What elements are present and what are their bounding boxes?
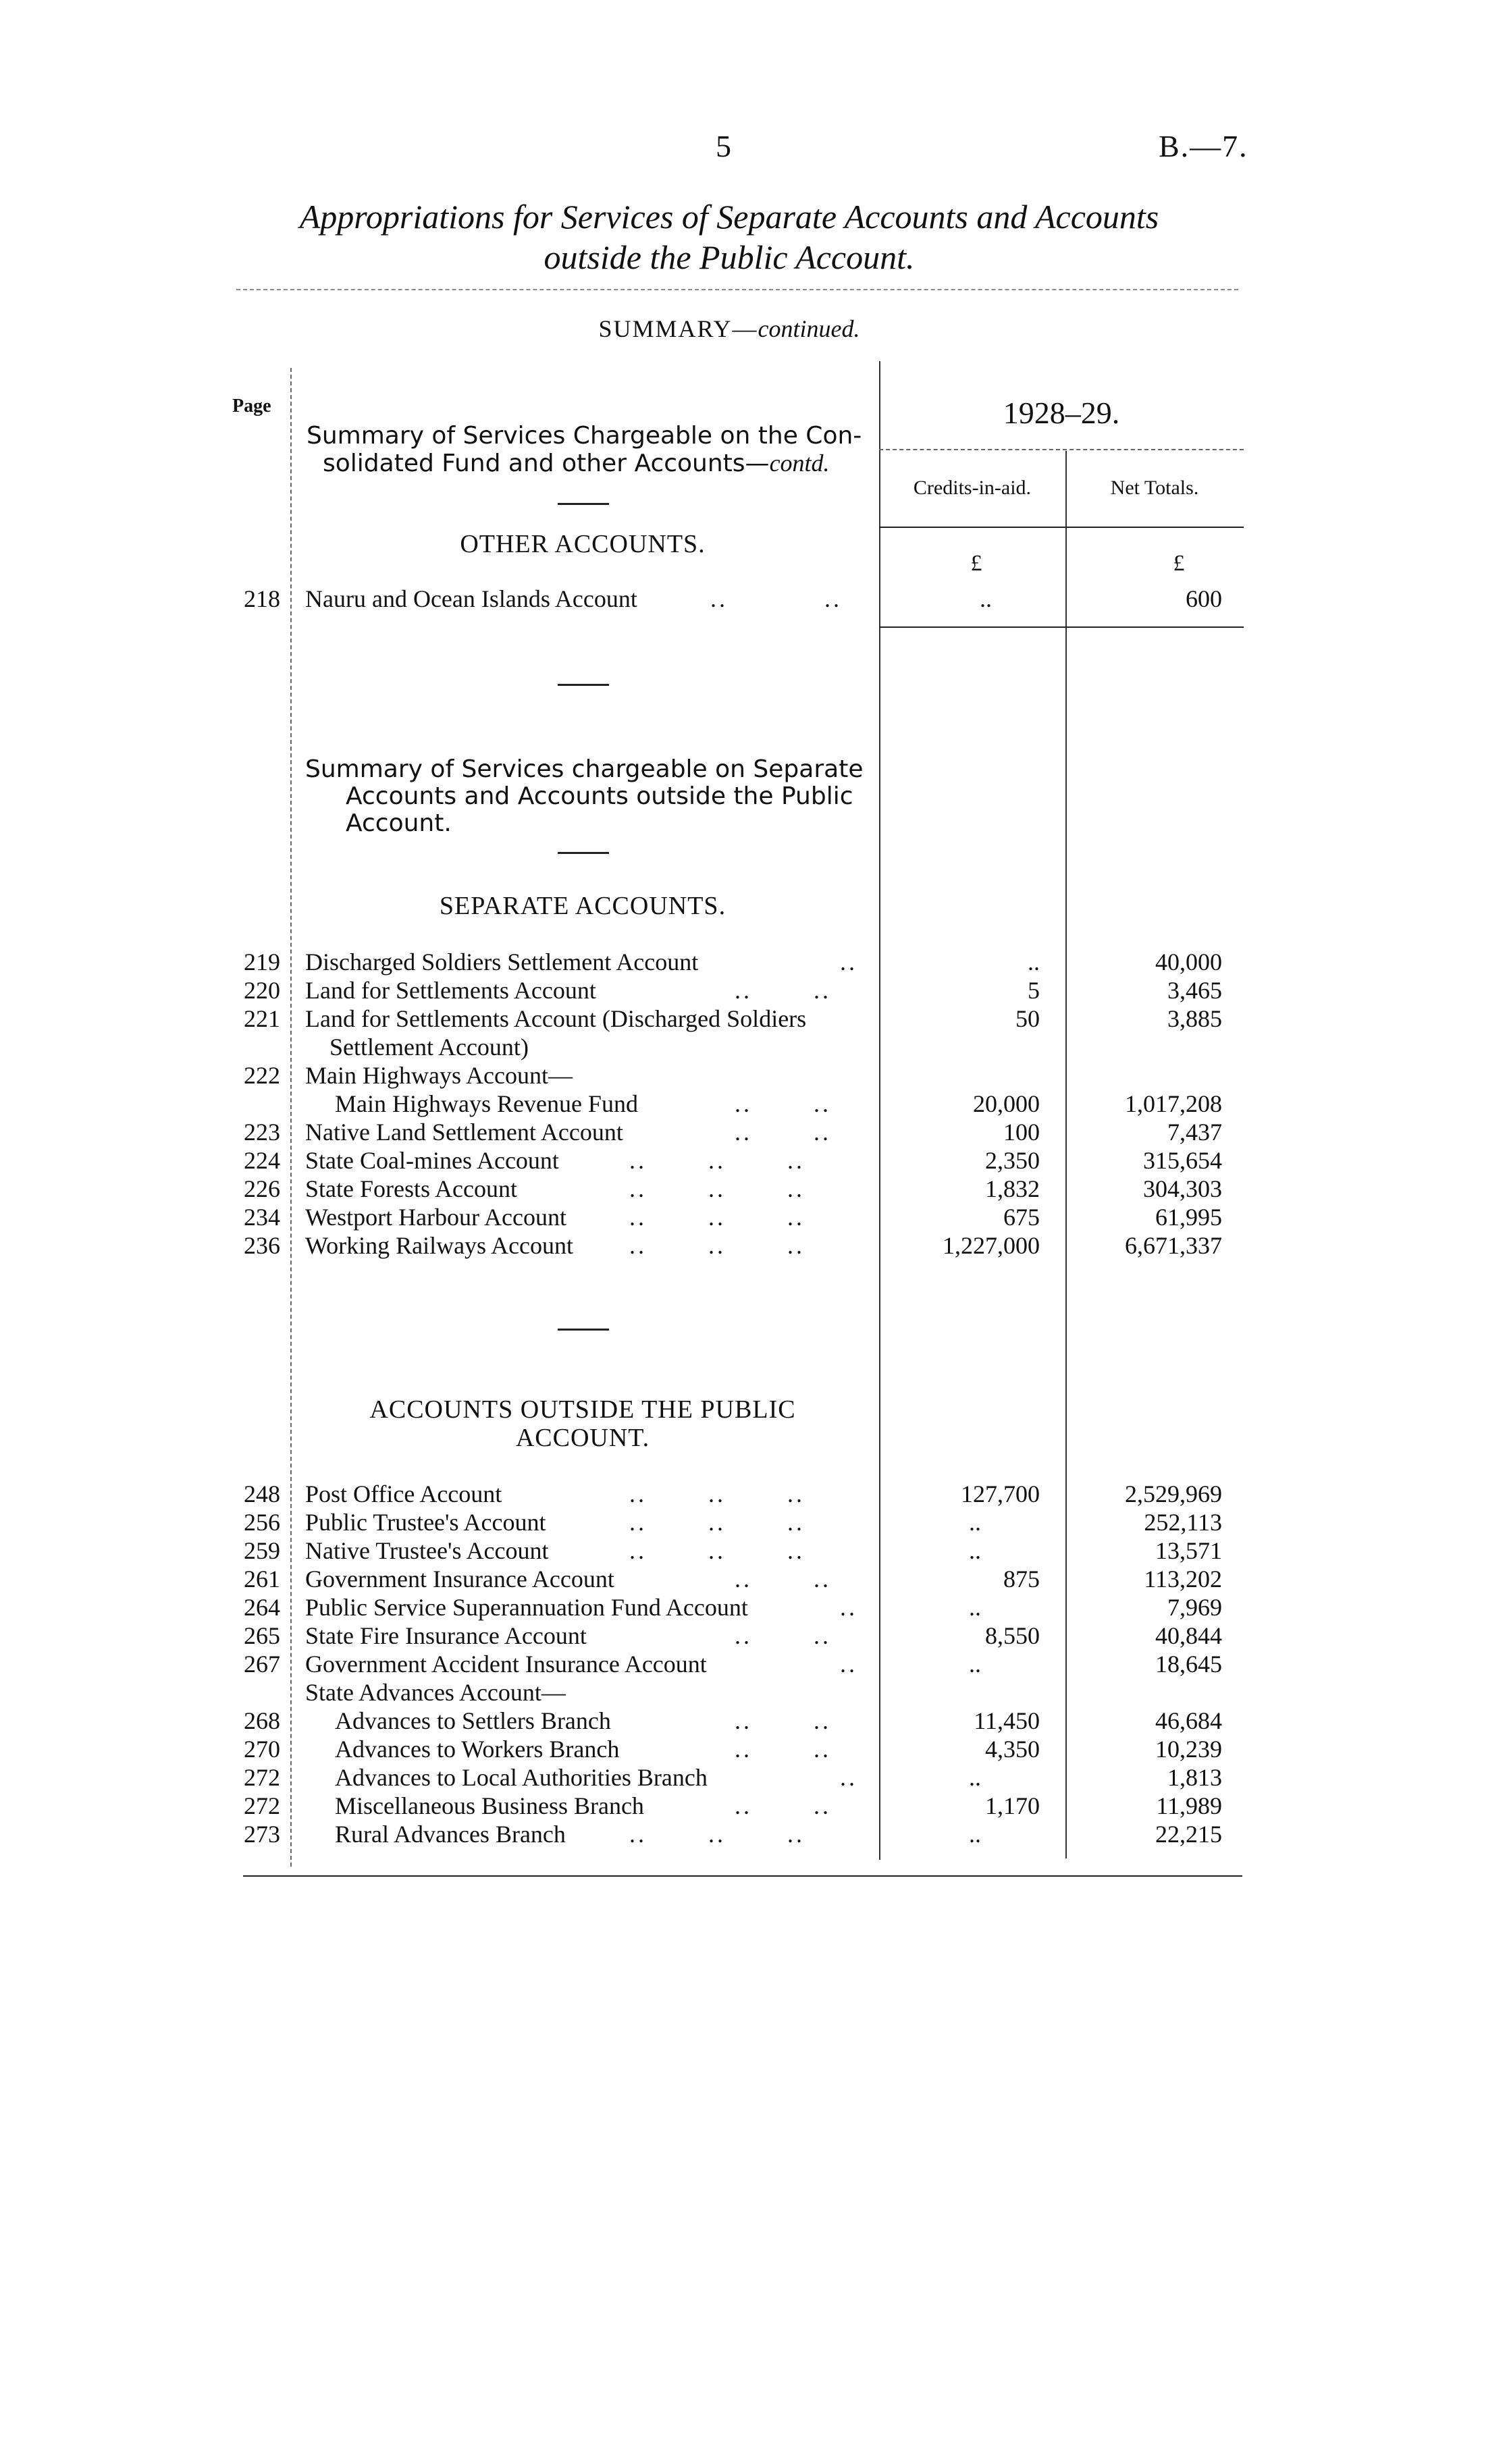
- section1-heading: OTHER ACCOUNTS.: [460, 530, 706, 558]
- row-page: 234: [244, 1204, 280, 1231]
- row-page: 224: [244, 1147, 280, 1174]
- table-row: 219 Discharged Soldiers Settlement Account .. .. 40,000: [0, 948, 1507, 976]
- row-credits: ..: [969, 1594, 981, 1621]
- table-row: 265 State Fire Insurance Account .. .. 8,550 40,844: [0, 1622, 1507, 1650]
- row-description: Nauru and Ocean Islands Account: [305, 585, 637, 612]
- row-net-total: 10,239: [1155, 1736, 1222, 1763]
- row-credits: 127,700: [961, 1480, 1040, 1507]
- row-page: 221: [244, 1005, 280, 1032]
- title-line-2: outside the Public Account.: [544, 238, 915, 276]
- row-description: Settlement Account): [329, 1034, 529, 1061]
- row-credits: 4,350: [985, 1736, 1040, 1763]
- table-row: 248 Post Office Account .. .. .. 127,700 2,529,969: [0, 1480, 1507, 1508]
- table-row: 224 State Coal-mines Account .. .. .. 2,350 315,654: [0, 1146, 1507, 1175]
- row-credits: ..: [969, 1537, 981, 1564]
- title-separator: [236, 289, 1238, 290]
- row-credits: ..: [969, 1764, 981, 1791]
- document-reference: B.—7.: [1159, 129, 1248, 163]
- row-net-total: 61,995: [1155, 1204, 1222, 1231]
- row-description: Main Highways Revenue Fund: [335, 1090, 638, 1117]
- section2-description-line1: Summary of Services chargeable on Separate: [305, 755, 864, 783]
- table-row: 226 State Forests Account .. .. .. 1,832 304,303: [0, 1175, 1507, 1203]
- row-description: State Forests Account: [305, 1175, 517, 1202]
- year-rule: [879, 449, 1244, 450]
- row-page: 267: [244, 1651, 280, 1678]
- row-description: Post Office Account: [305, 1480, 502, 1507]
- row-page: 268: [244, 1707, 280, 1734]
- row-credits: 1,170: [985, 1792, 1040, 1819]
- row-page: 272: [244, 1764, 280, 1791]
- row-credits: ..: [969, 1509, 981, 1536]
- row-credits: 1,227,000: [943, 1232, 1040, 1259]
- row-credits: 100: [1003, 1119, 1040, 1146]
- section2-description-line3: Account.: [346, 809, 452, 837]
- row-net-total: 1,813: [1167, 1764, 1222, 1791]
- table-row: 268 Advances to Settlers Branch .. .. 11,450 46,684: [0, 1707, 1507, 1735]
- row-description: Working Railways Account: [305, 1232, 574, 1259]
- table-row: 272 Miscellaneous Business Branch .. .. 1,170 11,989: [0, 1792, 1507, 1820]
- table-row: Main Highways Revenue Fund .. .. 20,000 1,017,208: [335, 1090, 1222, 1117]
- row-credits: ..: [1028, 948, 1040, 975]
- table-row: 256 Public Trustee's Account .. .. .. .. 252,113: [0, 1508, 1507, 1536]
- row-description: Public Trustee's Account: [305, 1509, 546, 1536]
- row-page: 248: [244, 1480, 280, 1507]
- page-column-label: Page: [232, 396, 271, 417]
- row-description: Native Land Settlement Account: [305, 1119, 623, 1146]
- row-description: Advances to Settlers Branch: [335, 1707, 611, 1734]
- credits-column-label: Credits-in-aid.: [913, 477, 1032, 499]
- row-description: Advances to Workers Branch: [335, 1736, 620, 1763]
- row-net-total: 600: [1186, 585, 1222, 612]
- row-credits: 675: [1003, 1204, 1040, 1231]
- row-description: Westport Harbour Account: [305, 1204, 566, 1231]
- row-description: Miscellaneous Business Branch: [335, 1792, 644, 1819]
- row-net-total: 7,437: [1167, 1119, 1222, 1146]
- row-credits: 50: [1015, 1005, 1040, 1032]
- credits-currency: £: [970, 551, 982, 576]
- row-page: 236: [244, 1232, 280, 1259]
- table-bottom-rule: [243, 1875, 1242, 1877]
- table-row: 234 Westport Harbour Account .. .. .. 675 61,995: [0, 1203, 1507, 1231]
- row-net-total: 113,202: [1144, 1565, 1222, 1592]
- row-net-total: 46,684: [1155, 1707, 1222, 1734]
- section1-short-rule: [558, 503, 609, 505]
- year-heading: 1928–29.: [1003, 396, 1120, 430]
- row-description: Land for Settlements Account (Discharged Soldiers: [305, 1005, 807, 1032]
- row-net-total: 40,000: [1155, 948, 1222, 975]
- row-credits: 11,450: [974, 1707, 1040, 1734]
- row-credits: 2,350: [985, 1147, 1040, 1174]
- row-credits: 20,000: [973, 1090, 1040, 1117]
- table-row: [0, 1005, 1507, 1033]
- table-row: 236 Working Railways Account .. .. .. 1,227,000 6,671,337: [0, 1231, 1507, 1260]
- row-credits: 1,832: [985, 1175, 1040, 1202]
- row-net-total: 3,465: [1167, 977, 1222, 1004]
- row-page: 270: [244, 1736, 280, 1763]
- section1-description-line1: Summary of Services Chargeable on the Con-: [307, 422, 862, 450]
- row-page: 273: [244, 1821, 280, 1848]
- row-page: 261: [244, 1565, 280, 1592]
- row-net-total: 1,017,208: [1125, 1090, 1222, 1117]
- table-row: 261 Government Insurance Account .. .. 875 113,202: [0, 1565, 1507, 1593]
- section2-short-rule: [558, 852, 609, 854]
- row-description: Main Highways Account—: [305, 1062, 573, 1089]
- table-row: 218 Nauru and Ocean Islands Account .. .. .. 600: [0, 585, 1507, 613]
- row-net-total: 6,671,337: [1125, 1232, 1222, 1259]
- table-row: 270 Advances to Workers Branch .. .. 4,350 10,239: [0, 1735, 1507, 1763]
- table-row: [0, 1033, 1507, 1061]
- row-net-total: 7,969: [1167, 1594, 1222, 1621]
- row-credits: 5: [1028, 977, 1040, 1004]
- row-credits: ..: [980, 585, 992, 612]
- row-net-total: 2,529,969: [1125, 1480, 1222, 1507]
- row-net-total: 315,654: [1143, 1147, 1222, 1174]
- row-page: 256: [244, 1509, 280, 1536]
- row-page: 272: [244, 1792, 280, 1819]
- section3-heading-line2: ACCOUNT.: [515, 1424, 650, 1452]
- row-description: State Fire Insurance Account: [305, 1622, 587, 1649]
- table-row: [0, 1678, 1507, 1707]
- section2-description-line2: Accounts and Accounts outside the Public: [346, 782, 853, 810]
- row-net-total: 18,645: [1155, 1651, 1222, 1678]
- row-description: Advances to Local Authorities Branch: [335, 1764, 708, 1791]
- column-head-rule: [879, 527, 1244, 528]
- table-row: 259 Native Trustee's Account .. .. .. .. 13,571: [0, 1536, 1507, 1565]
- table-row: [0, 1061, 1507, 1090]
- section3-heading-line1: ACCOUNTS OUTSIDE THE PUBLIC: [369, 1395, 796, 1424]
- row-credits: ..: [969, 1651, 981, 1678]
- row-page: 226: [244, 1175, 280, 1202]
- row-credits: ..: [969, 1821, 981, 1848]
- row-page: 220: [244, 977, 280, 1004]
- row-description: State Advances Account—: [305, 1679, 566, 1706]
- table-row: 220 Land for Settlements Account .. .. 5 3,465: [0, 976, 1507, 1005]
- title-line-1: Appropriations for Services of Separate Accounts and Accounts: [299, 198, 1159, 236]
- row-net-total: 40,844: [1155, 1622, 1222, 1649]
- table-row: 273 Rural Advances Branch .. .. .. .. 22,215: [0, 1820, 1507, 1848]
- row-net-total: 252,113: [1144, 1509, 1222, 1536]
- section1-description-line2: solidated Fund and other Accounts—contd.: [323, 450, 830, 477]
- summary-heading: SUMMARY—continued.: [598, 315, 860, 342]
- section-separator-rule: [558, 684, 609, 686]
- table-row: 223 Native Land Settlement Account .. .. 100 7,437: [0, 1118, 1507, 1146]
- row-description: Public Service Superannuation Fund Account: [305, 1594, 748, 1621]
- row-page: 219: [244, 948, 280, 975]
- section-separator-rule: [558, 1329, 609, 1331]
- row-description: State Coal-mines Account: [305, 1147, 559, 1174]
- row-page: 223: [244, 1119, 280, 1146]
- row-page: 259: [244, 1537, 280, 1564]
- row-page: 222: [244, 1062, 280, 1089]
- row-page: 265: [244, 1622, 280, 1649]
- row-net-total: 304,303: [1143, 1175, 1222, 1202]
- row-description: Government Accident Insurance Account: [305, 1651, 707, 1678]
- row-net-total: 22,215: [1155, 1821, 1222, 1848]
- net-currency: £: [1173, 551, 1185, 576]
- row-net-total: 13,571: [1155, 1537, 1222, 1564]
- row-description: Native Trustee's Account: [305, 1537, 549, 1564]
- section1-total-rule: [879, 626, 1244, 628]
- section2-heading: SEPARATE ACCOUNTS.: [439, 892, 726, 920]
- row-net-total: 11,989: [1156, 1792, 1222, 1819]
- row-page: 264: [244, 1594, 280, 1621]
- row-page: 218: [244, 585, 280, 612]
- table-row: 267 Government Accident Insurance Account .. .. 18,645: [0, 1650, 1507, 1678]
- row-description: Discharged Soldiers Settlement Account: [305, 948, 699, 975]
- page-number: 5: [716, 129, 731, 163]
- row-credits: 875: [1003, 1565, 1040, 1592]
- row-description: Rural Advances Branch: [335, 1821, 566, 1848]
- row-credits: 8,550: [985, 1622, 1040, 1649]
- row-description: Government Insurance Account: [305, 1565, 614, 1592]
- row-net-total: 3,885: [1167, 1005, 1222, 1032]
- net-column-label: Net Totals.: [1110, 477, 1199, 499]
- table-row: 272 Advances to Local Authorities Branch .. .. 1,813: [0, 1763, 1507, 1792]
- table-row: 264 Public Service Superannuation Fund Account .. .. 7,969: [0, 1593, 1507, 1622]
- row-description: Land for Settlements Account: [305, 977, 596, 1004]
